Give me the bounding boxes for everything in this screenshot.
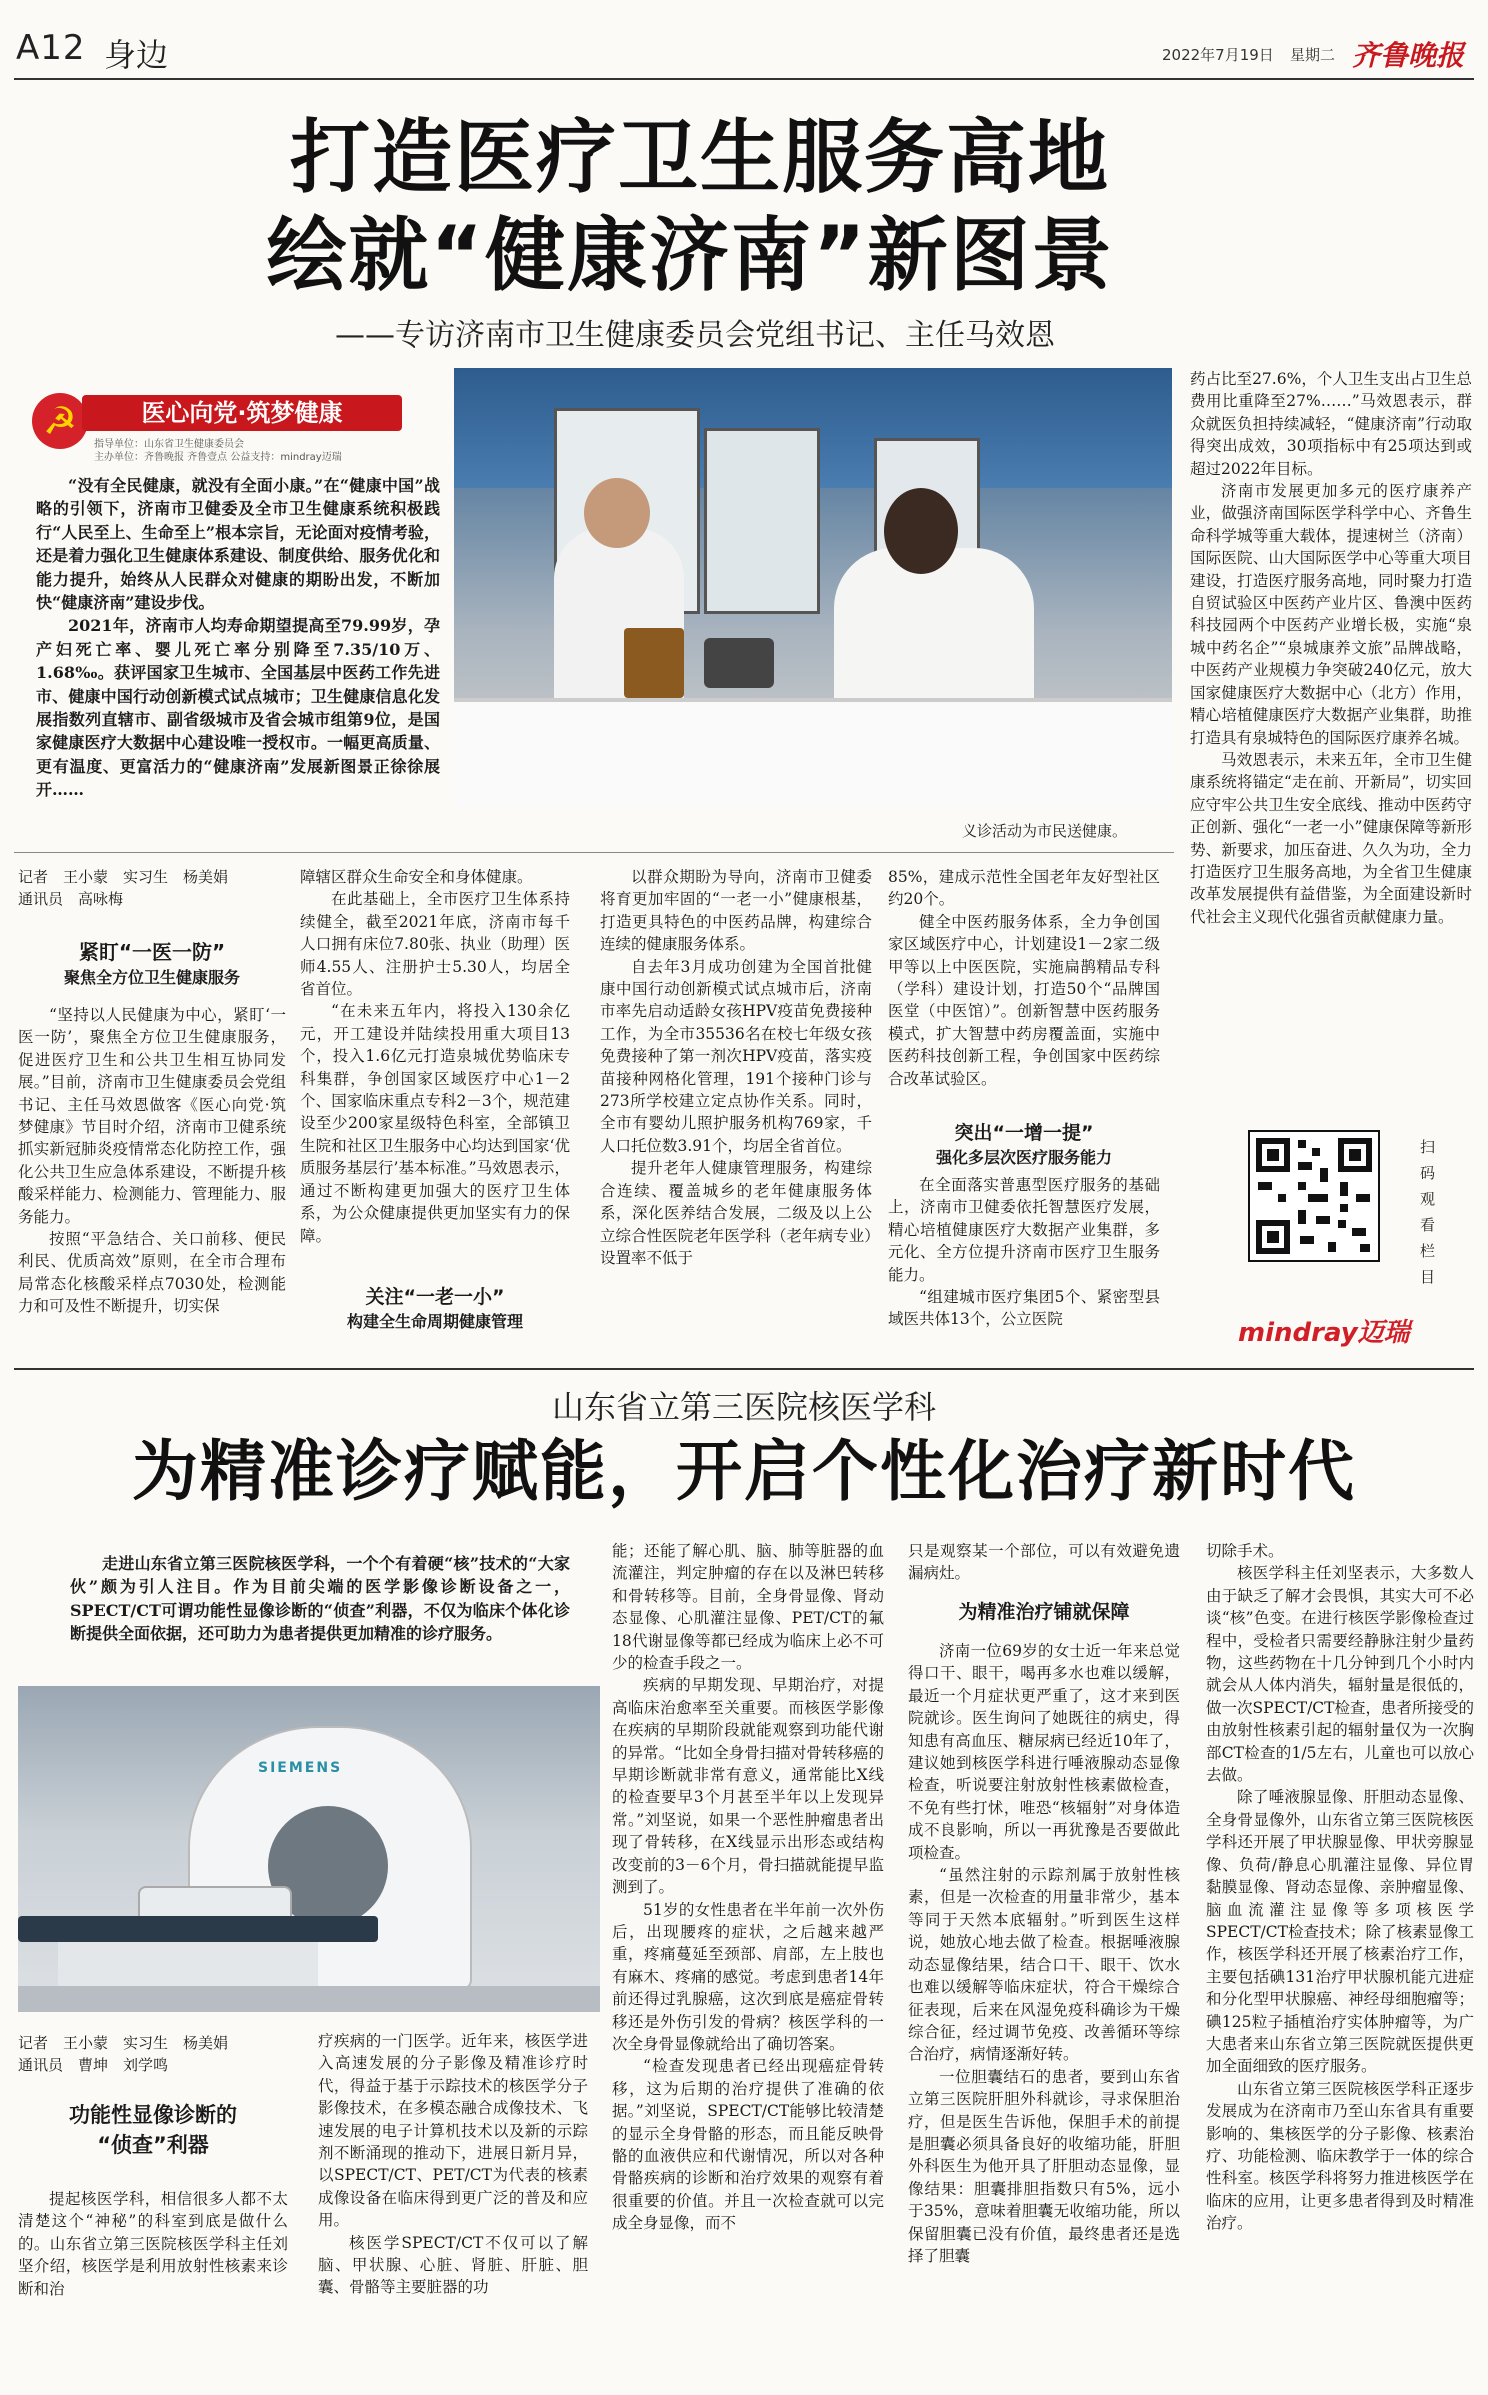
article2-column-2 — [318, 2030, 588, 2390]
subhead-2 — [300, 1282, 570, 1332]
banner-sponsor-2: 主办单位：齐鲁晚报 齐鲁壹点 公益支持：mindray迈瑞 — [94, 452, 342, 463]
article1-column-5 — [1190, 368, 1472, 1100]
body-paragraph: “组建城市医疗集团5个、紧密型县域医共体13个，公立医院 — [888, 1288, 1160, 1329]
doctor-head — [584, 478, 650, 548]
subhead-title: 突出“一增一提” — [954, 1122, 1094, 1144]
article1-column-1 — [18, 1004, 286, 1360]
qr-caption: 扫码观看栏目 — [1420, 1138, 1436, 1286]
lead-paragraph: 走进山东省立第三医院核医学科，一个个有着硬“核”技术的“大家伙”颇为引人注目。作为目前尖端的医学影像诊断设备之一，SPECT/CT可谓功能性显像诊断的“侦查”利器，不仅为临床个体化诊断提供全面依据，还可助力为患者提供更加精准的诊疗服务。 — [70, 1554, 570, 1644]
body-paragraph: 济南市发展更加多元的医疗康养产业，做强济南国际医学科学中心、齐鲁生命科学城等重大载体，提速树兰（济南）国际医院、山大国际医学中心等重大项目建设，打造医疗服务高地，同时聚力打造自贸试验区中医药产业片区、鲁澳中医药科技园两个中医药产业增长极，实施“泉城中药名企”“泉城康养文旅”品牌战略，中医药产业规模力争突破240亿元，放大国家健康医疗大数据中心（北方）作用，精心培植健康医疗大数据产业集群，助推打造具有泉城特色的国际医疗康养名城。 — [1190, 482, 1472, 747]
byline-correspondents: 通讯员 曹坤 刘学鸣 — [18, 2056, 169, 2074]
body-paragraph: 切除手术。 — [1206, 1542, 1284, 1560]
body-paragraph: 障辖区群众生命安全和身体健康。 — [300, 868, 533, 886]
scanner-brand-label: SIEMENS — [258, 1760, 343, 1776]
subhead-subtitle: 聚焦全方位卫生健康服务 — [63, 968, 240, 987]
article1-byline — [18, 866, 308, 910]
article2-column-4 — [908, 1540, 1180, 1588]
body-paragraph: 能；还能了解心肌、脑、肺等脏器的血流灌注，判定肿瘤的存在以及淋巴转移和骨转移等。目前，全身骨显像、肾动态显像、心肌灌注显像、PET/CT的氟18代谢显像等都已经成为临床上必不可少的检查手段之一。 — [612, 1542, 884, 1673]
article2-lead — [70, 1552, 570, 1672]
party-emblem-icon: ☭ — [32, 393, 88, 449]
article2-column-4b — [908, 1640, 1180, 2388]
exam-table — [454, 698, 1172, 808]
subhead-subtitle: 构建全生命周期健康管理 — [346, 1312, 523, 1331]
body-paragraph: 除了唾液腺显像、肝胆动态显像、全身骨显像外，山东省立第三医院核医学科还开展了甲状腺显像、甲状旁腺显像、负荷/静息心肌灌注显像、异位胃黏膜显像、肾动态显像、亲肿瘤显像、脑血流灌注显像等多项核医学SPECT/CT检查技术；除了核素显像工作，核医学科还开展了核素治疗工作，主要包括碘131治疗甲状腺机能亢进症和分化型甲状腺癌、神经母细胞瘤等；碘125粒子插植治疗实体肿瘤等，为广大患者来山东省立第三医院就医提供更加全面细致的医疗服务。 — [1206, 1788, 1474, 2076]
body-paragraph: 按照“平急结合、关口前移、便民利民、优质高效”原则，在全市合理布局常态化核酸采样点7030处，检测能力和可及性不断提升，切实保 — [18, 1230, 286, 1316]
body-paragraph: “在未来五年内，将投入130余亿元，开工建设并陆续投用重大项目13个，投入1.6亿元打造泉城优势临床专科集群，争创国家区域医疗中心1－2个、国家临床重点专科2－3个，规范建设至少200家星级特色科室，全部镇卫生院和社区卫生服务中心均达到国家‘优质服务基层行’基本标准。”马效恩表示，通过不断构建更加强大的医疗卫生体系，为公众健康提供更加坚实有力的保障。 — [300, 1002, 570, 1245]
article1-column-4 — [888, 866, 1160, 1108]
body-paragraph: 51岁的女性患者在半年前一次外伤后，出现腰疼的症状，之后越来越严重，疼痛蔓延至颈部、肩部，左上肢也有麻木、疼痛的感觉。考虑到患者14年前还得过乳腺癌，这次到底是癌症骨转移还是外伤引发的骨病？核医学科的一次全身骨显像就给出了确切答案。 — [612, 1900, 884, 2053]
floor — [18, 1986, 600, 2012]
article1-column-3 — [600, 866, 872, 1356]
article1-column-4b — [888, 1174, 1160, 1358]
body-paragraph: 自去年3月成功创建为全国首批健康中国行动创新模式试点城市后，济南市率先启动适龄女孩HPV疫苗免费接种工作，为全市35536名在校七年级女孩免费接种了第一剂次HPV疫苗，落实疫苗接种网格化管理，191个接种门诊与273所学校建立定点协作关系。同时，全市有婴幼儿照护服务机构769家，千人口托位数3.91个，均居全省首位。 — [600, 957, 872, 1155]
article2-subhead-1 — [18, 2100, 288, 2160]
headline-line-2: 绘就“健康济南”新图景 — [266, 209, 1114, 302]
body-paragraph: 在全面落实普惠型医疗服务的基础上，济南市卫健委依托智慧医疗发展，精心培植健康医疗大数据产业集群，多元化、全方位提升济南市医疗卫生服务能力。 — [888, 1176, 1160, 1284]
article2-kicker: 山东省立第三医院核医学科 — [551, 1388, 936, 1426]
subhead-1 — [18, 928, 286, 994]
body-paragraph: 核医学科主任刘坚表示，大多数人由于缺乏了解才会畏惧，其实大可不必谈“核”色变。在进行核医学影像检查过程中，受检者只需要经静脉注射少量药物，这些药物在十几分钟到几个小时内就会从人体内消失，辐射量是很低的，做一次SPECT/CT检查，患者所接受的由放射性核素引起的辐射量仅为一次胸部CT检查的1/5左右，儿童也可以放心去做。 — [1206, 1564, 1474, 1785]
body-paragraph: “坚持以人民健康为中心，紧盯‘一医一防’，聚焦全方位卫生健康服务，促进医疗卫生和公共卫生相互协同发展。”目前，济南市卫生健康委员会党组书记、主任马效恩做客《医心向党·筑梦健康》节目时介绍，济南市卫健系统抓实新冠肺炎疫情常态化防控工作，强化公共卫生应急体系建设，不断提升核酸采样能力、检测能力、管理能力、服务能力。 — [18, 1006, 286, 1226]
article1-lead — [36, 474, 440, 834]
qr-code-icon[interactable] — [1248, 1130, 1380, 1262]
body-paragraph: “检查发现患者已经出现癌症骨转移，这为后期的治疗提供了准确的依据。”刘坚说，SPECT/CT能够比较清楚的显示全身骨骼的形态，而且能反映骨骼的血液供应和代谢情况，所以对各种骨骼疾病的诊断和治疗效果的观察有着很重要的价值。并且一次检查就可以完成全身显像，而不 — [612, 2057, 884, 2233]
masthead-rule — [14, 78, 1474, 80]
subheadline: ——专访济南市卫生健康委员会党组书记、主任马效恩 — [335, 318, 1055, 353]
lead-paragraph: “没有全民健康，就没有全面小康。”在“健康中国”战略的引领下，济南市卫健委及全市卫生健康系统积极践行“人民至上、生命至上”根本宗旨，无论面对疫情考验，还是着力强化卫生健康体系建设、制度供给、服务优化和能力提升，始终从人民群众对健康的期盼出发，不断加快“健康济南”建设步伐。 — [36, 476, 440, 613]
newspaper-logo: 齐鲁晚报 — [1352, 39, 1465, 72]
body-paragraph: 核医学SPECT/CT不仅可以了解脑、甲状腺、心脏、肾脏、肝脏、胆囊、骨骼等主要脏器的功 — [318, 2233, 588, 2297]
body-paragraph: 只是观察某一个部位，可以有效避免遗漏病灶。 — [908, 1542, 1180, 1583]
body-paragraph: 健全中医药服务体系，全力争创国家区域医疗中心，计划建设1－2家二级甲等以上中医医院，实施扁鹊精品专科（学科）建设计划，打造50个“品牌国医堂（中医馆）”。创新智慧中医药服务模式，扩大智慧中药房覆盖面，实施中医药科技创新工程，争创国家中医药综合改革试验区。 — [888, 912, 1160, 1088]
body-paragraph: 疾病的早期发现、早期治疗，对提高临床治愈率至关重要。而核医学影像在疾病的早期阶段就能观察到功能代谢的异常。“比如全身骨扫描对骨转移癌的早期诊断就非常有意义，通常能比X线的检查要早3个月甚至半年以上发现异常。”刘坚说，如果一个恶性肿瘤患者出现了骨转移，在X线显示出形态或结构改变前的3－6个月，骨扫描就能提早监测到了。 — [612, 1676, 884, 1897]
body-paragraph: 疗疾病的一门医学。近年来，核医学进入高速发展的分子影像及精准诊疗时代，得益于基于示踪技术的核医学分子影像技术，在多模态融合成像技术、飞速发展的电子计算机技术以及新的示踪剂不断涌现的推动下，进展日新月异，以SPECT/CT、PET/CT为代表的核素成像设备在临床得到更广泛的普及和应用。 — [318, 2032, 588, 2230]
blood-pressure-monitor — [704, 638, 774, 688]
byline-correspondent: 通讯员 高咏梅 — [18, 890, 124, 908]
body-paragraph: 山东省立第三医院核医学科正逐步发展成为在济南市乃至山东省具有重要影响的、集核医学的分子影像、核素治疗、功能检测、临床教学于一体的综合性科室。核医学科将努力推进核医学在临床的应用，让更多患者得到及时精准治疗。 — [1206, 2079, 1474, 2233]
article2-subhead-2: 为精准治疗铺就保障 — [958, 1601, 1130, 1623]
byline-reporters: 记者 王小蒙 实习生 杨美娟 — [18, 2034, 229, 2052]
article2-column-1 — [18, 2188, 288, 2388]
subhead-subtitle: 强化多层次医疗服务能力 — [935, 1148, 1112, 1167]
banner-sponsor-1: 指导单位：山东省卫生健康委员会 — [94, 439, 244, 450]
lead-paragraph: 2021年，济南市人均寿命期望提高至79.99岁，孕产妇死亡率、婴儿死亡率分别降至7.35/10万、1.68‰。获评国家卫生城市、全国基层中医药工作先进市、健康中国行动创新模式试点城市；卫生健康信息化发展指数列直辖市、副省级城市及省会城市组第9位，是国家健康医疗大数据中心建设唯一授权市。一幅更高质量、更有温度、更富活力的“健康济南”发展新图景正徐徐展开…… — [36, 616, 440, 800]
body-paragraph: 提起核医学科，相信很多人都不太清楚这个“神秘”的科室到底是做什么的。山东省立第三医院核医学科主任刘坚介绍，核医学是利用放射性核素来诊断和治 — [18, 2190, 288, 2298]
clinic-photo — [454, 368, 1172, 808]
banner-title: 医心向党·筑梦健康 — [141, 399, 343, 427]
body-paragraph: 一位胆囊结石的患者，要到山东省立第三医院肝胆外科就诊，寻求保胆治疗，但是医生告诉他，保胆手术的前提是胆囊必须具备良好的收缩功能，肝胆外科医生为他开具了肝胆动态显像，显像结果：胆囊排胆指数只有5%，远小于35%，意味着胆囊无收缩功能，所以保留胆囊已没有价值，最终患者还是选择了胆囊 — [908, 2067, 1180, 2265]
body-paragraph: 药占比至27.6%，个人卫生支出占卫生总费用比重降至27%……”马效恩表示，群众就医负担持续减轻，“健康济南”行动取得突出成效，30项指标中有25项达到或超过2022年目标。 — [1190, 370, 1472, 478]
body-paragraph: 85%，建成示范性全国老年友好型社区约20个。 — [888, 868, 1160, 909]
page-number: A12 — [16, 28, 86, 68]
patient-head — [884, 488, 958, 574]
article1-column-2 — [300, 866, 570, 1278]
article2-byline — [18, 2032, 308, 2076]
article2-column-5 — [1206, 1540, 1474, 2388]
subhead-3 — [888, 1118, 1160, 1168]
spect-ct-photo — [18, 1686, 600, 2012]
body-paragraph: “虽然注射的示踪剂属于放射性核素，但是一次检查的用量非常少，基本等同于天然本底辐射。”听到医生这样说，她放心地去做了检查。根据唾液腺动态显像结果，结合口干、眼干、饮水也难以缓解等临床症状，符合干燥综合征表现，后来在风湿免疫科确诊为干燥综合征，经过调节免疫、改善循环等综合治疗，病情逐渐好转。 — [908, 1866, 1180, 2064]
article2-headline: 为精准诊疗赋能，开启个性化治疗新时代 — [132, 1433, 1356, 1510]
mindray-logo: mindray迈瑞 — [1238, 1318, 1410, 1348]
patient-bed — [18, 1916, 378, 1942]
issue-date: 2022年7月19日 — [1162, 46, 1274, 64]
subhead-title: 紧盯“一医一防” — [78, 940, 226, 964]
medicine-bottles — [624, 628, 684, 698]
section-rule — [14, 852, 1174, 853]
subhead-title: 关注“一老一小” — [365, 1286, 505, 1308]
issue-weekday: 星期二 — [1290, 46, 1336, 64]
section-name: 身边 — [104, 36, 169, 74]
body-paragraph: 马效恩表示，未来五年，全市卫生健康系统将锚定“走在前、开新局”，切实回应守牢公共卫生安全底线、推动中医药守正创新、强化“一老一小”健康保障等新形势、新要求，加压奋进、久久为功，全力打造医疗卫生服务高地，为全省卫生健康改革发展提供有益借鉴，为全面建设新时代社会主义现代化强省贡献健康力量。 — [1190, 750, 1472, 926]
byline-reporters: 记者 王小蒙 实习生 杨美娟 — [18, 868, 229, 886]
subhead-title: 功能性显像诊断的 — [69, 2103, 237, 2127]
article2-column-3 — [612, 1540, 884, 2388]
column-banner — [14, 385, 446, 467]
subhead-title: “侦查”利器 — [97, 2133, 209, 2157]
display-board — [704, 428, 820, 614]
body-paragraph: 济南一位69岁的女士近一年来总觉得口干、眼干，喝再多水也难以缓解，最近一个月症状更严重了，这才来到医院就诊。医生询问了她既往的病史，得知患有高血压、糖尿病已经近10年了，建议她到核医学科进行唾液腺动态显像检查，听说要注射放射性核素做检查，不免有些打怵，唯恐“核辐射”对身体造成不良影响，所以一再犹豫是否要做此项检查。 — [908, 1642, 1180, 1862]
body-paragraph: 提升老年人健康管理服务，构建综合连续、覆盖城乡的老年健康服务体系，深化医养结合发展，二级及以上公立综合性医院老年医学科（老年病专业）设置率不低于 — [600, 1159, 872, 1267]
article-divider — [14, 1368, 1474, 1370]
body-paragraph: 以群众期盼为导向，济南市卫健委将育更加牢固的“一老一小”健康根基，打造更具特色的中医药品牌，构建综合连续的健康服务体系。 — [600, 868, 872, 954]
body-paragraph: 在此基础上，全市医疗卫生体系持续健全，截至2021年底，济南市每千人口拥有床位7.80张、执业（助理）医师4.55人、注册护士5.30人，均居全省首位。 — [300, 890, 570, 999]
headline-line-1: 打造医疗卫生服务高地 — [290, 111, 1110, 204]
photo-caption: 义诊活动为市民送健康。 — [962, 822, 1128, 840]
